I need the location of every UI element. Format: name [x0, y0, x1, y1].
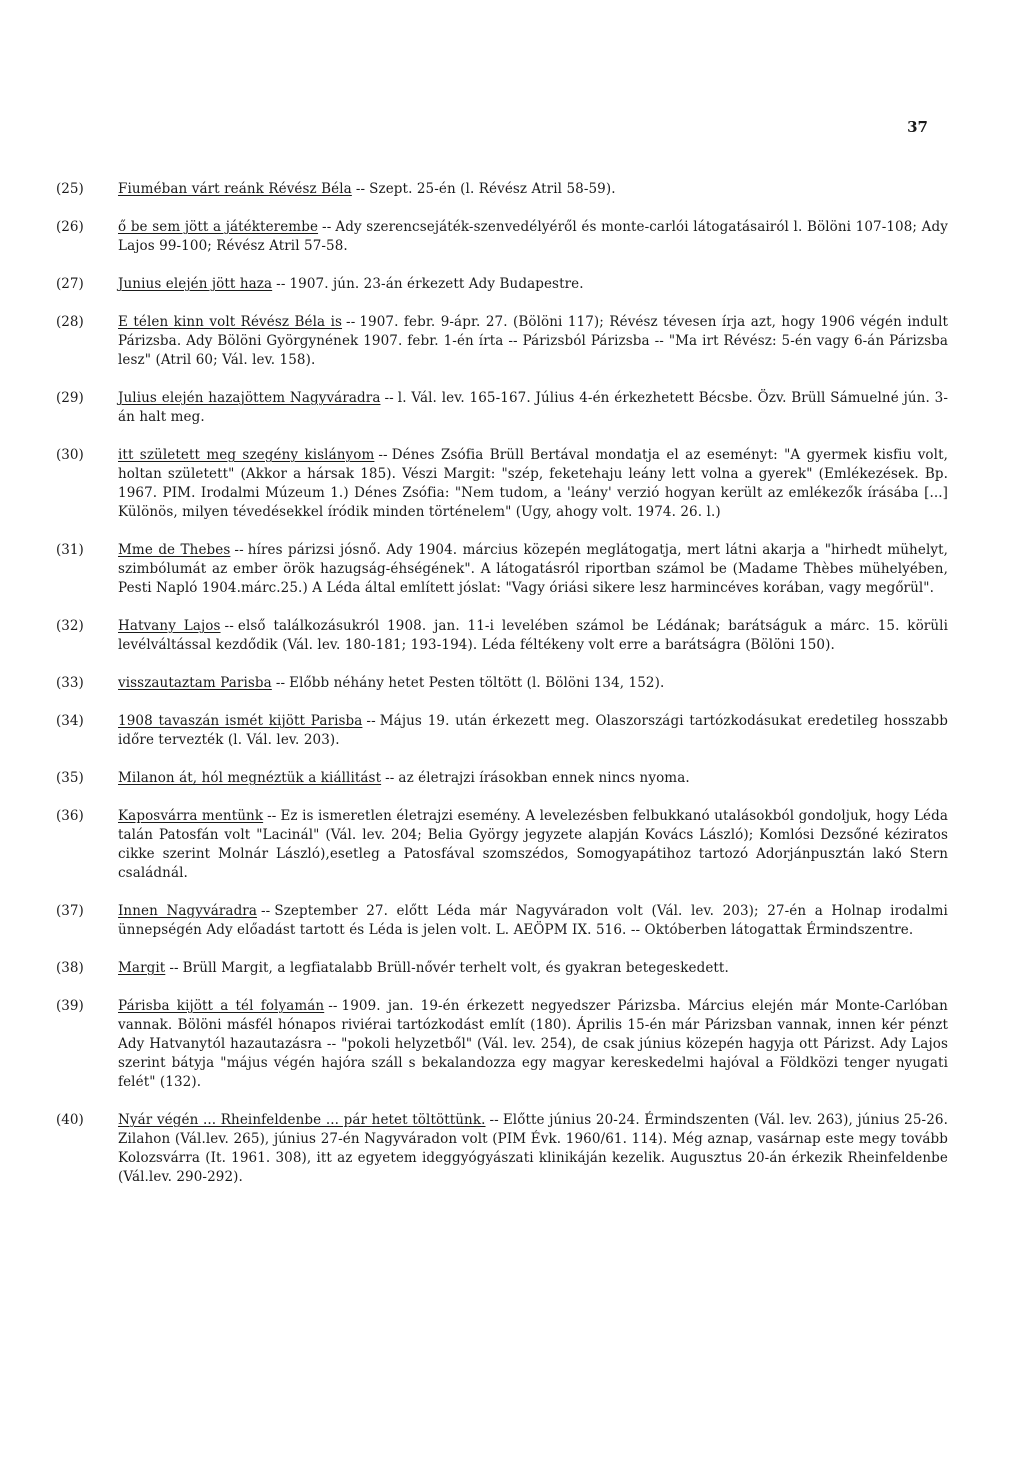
endnote-item [0, 275, 1024, 294]
endnote-body [118, 541, 948, 598]
endnote-lemma: 1908 tavaszán ismét kijött Parisba [118, 713, 363, 729]
endnote-text: l. Vál. lev. 165-167. Július 4-én érkezhetett Bécsbe. Özv. Brüll Sámuelné jún. 3-án halt meg. [118, 390, 948, 425]
endnote-number: (38) [56, 960, 84, 976]
endnote-text: Előbb néhány hetet Pesten töltött (l. Bölöni 134, 152). [289, 675, 665, 691]
endnote-body [118, 959, 948, 978]
endnote-number: (29) [56, 390, 84, 406]
endnote-body [118, 313, 948, 370]
endnote-text: 1907. febr. 9-ápr. 27. (Bölöni 117); Révész tévesen írja azt, hogy 1906 végén indult Párizsba. Ady Bölöni Györgynének 1907. febr. 1-én írta -- Párizsból Párizsba -- "Ma irt Révész: 5-én vagy 6-án Párizsba lesz" (Atril 60; Vál. lev. 158). [118, 314, 949, 368]
endnote-text: Dénes Zsófia Brüll Bertával mondatja el az eseményt: "A gyermek kisfiu volt, holtan született" (Akkor a hársak 185). Vészi Margit: "szép, feketehaju leány lett volna a gyerek" (Emlékezések. Bp. 1967. PIM. Irodalmi Múzeum 1.) Dénes Zsófia: "Nem tudom, a 'leány' verzió hogyan került az emlékezők írásába [...] Különös, milyen tévedésekkel íródik minden történelem" (Ugy, ahogy volt. 1974. 26. l.) [118, 447, 948, 520]
endnote-body [118, 275, 948, 294]
endnote-body [118, 1111, 948, 1187]
endnote-body [118, 807, 948, 883]
endnote-separator: -- [275, 675, 286, 691]
endnote-lemma: visszautaztam Parisba [118, 675, 272, 691]
endnote-number: (32) [56, 618, 84, 634]
endnote-number: (36) [56, 808, 84, 824]
endnote-number: (34) [56, 713, 84, 729]
endnote-lemma: Margit [118, 960, 166, 976]
endnote-text: az életrajzi írásokban ennek nincs nyoma. [398, 770, 690, 786]
endnote-item [0, 541, 1024, 598]
endnote-text: Május 19. után érkezett meg. Olaszországi tartózkodásukat eredetileg hosszabb időre tervezték (l. Vál. lev. 203). [118, 713, 948, 748]
endnote-lemma: Mme de Thebes [118, 542, 231, 558]
endnote-text: első találkozásukról 1908. jan. 11-i levelében számol be Lédának; barátságuk a márc. 15. körüli levélváltással kezdődik (Vál. lev. 180-181; 193-194). Léda féltékeny volt erre a barátságra (Bölöni 150). [118, 618, 948, 653]
endnote-separator: -- [384, 390, 394, 406]
endnote-body [118, 617, 948, 655]
endnote-separator: -- [346, 314, 356, 330]
page-number: 37 [907, 118, 928, 136]
endnote-body [118, 446, 948, 522]
endnote-lemma: Kaposvárra mentünk [118, 808, 264, 824]
endnote-body [118, 712, 948, 750]
endnote-text: Brüll Margit, a legfiatalabb Brüll-nővér terhelt volt, és gyakran betegeskedett. [182, 960, 729, 976]
endnote-lemma: itt született meg szegény kislányom [118, 447, 375, 463]
endnote-body [118, 218, 948, 256]
endnote-number: (37) [56, 903, 84, 919]
endnote-number: (31) [56, 542, 84, 558]
endnote-number: (30) [56, 447, 84, 463]
endnote-lemma: Junius elején jött haza [118, 276, 273, 292]
endnote-lemma: Innen Nagyváradra [118, 903, 258, 919]
endnote-number: (26) [56, 219, 84, 235]
endnote-item [0, 313, 1024, 370]
endnote-separator: -- [322, 219, 332, 235]
endnote-body [118, 997, 948, 1092]
endnote-body [118, 769, 948, 788]
endnote-separator: -- [328, 998, 338, 1014]
endnote-item [0, 617, 1024, 655]
endnote-text: Ady szerencsejáték-szenvedélyéről és monte-carlói látogatásairól l. Bölöni 107-108; Ady Lajos 99-100; Révész Atril 57-58. [118, 219, 948, 254]
endnote-separator: -- [261, 903, 271, 919]
endnote-separator: -- [276, 276, 286, 292]
endnote-number: (28) [56, 314, 84, 330]
endnote-text: 1909. jan. 19-én érkezett negyedszer Párizsba. Március elején már Monte-Carlóban vannak. Bölöni másfél hónapos riviérai tartózkodást említ (180). Április 15-én már Párizsban vannak, innen kér pénzt Ady Hatvanytól hazautazásra -- "pokoli helyzetből" (Vál. lev. 254), de csak június közepén hagyja ott Párizst. Ady Lajos szerint bátyja "május végén hajóra száll s bekalandozza egy magyar kereskedelmi hajóval a Földközi tenger nyugati felét" (132). [118, 998, 948, 1090]
endnote-item [0, 389, 1024, 427]
endnote-lemma: Fiuméban várt reánk Révész Béla [118, 181, 352, 197]
endnote-item [0, 807, 1024, 883]
endnote-text: Szeptember 27. előtt Léda már Nagyváradon volt (Vál. lev. 203); 27-én a Holnap irodalmi ünnepségén Ady előadást tartott és Léda is jelen volt. L. AEÖPM IX. 516. -- Októberben látogattak Érmindszentre. [118, 903, 948, 938]
endnote-body [118, 902, 948, 940]
endnote-separator: -- [489, 1112, 499, 1128]
endnote-item [0, 1111, 1024, 1187]
endnote-separator: -- [267, 808, 277, 824]
endnote-separator: -- [366, 713, 376, 729]
endnote-item [0, 674, 1024, 693]
endnote-number: (33) [56, 675, 84, 691]
endnote-lemma: Hatvany Lajos [118, 618, 221, 634]
endnote-item [0, 769, 1024, 788]
endnote-number: (25) [56, 181, 84, 197]
endnote-separator: -- [234, 542, 244, 558]
endnote-item [0, 712, 1024, 750]
endnote-separator: -- [355, 181, 366, 197]
endnote-lemma: Nyár végén ... Rheinfeldenbe ... pár hetet töltöttünk. [118, 1112, 486, 1128]
endnote-separator: -- [169, 960, 179, 976]
endnote-item [0, 218, 1024, 256]
endnote-item [0, 959, 1024, 978]
endnote-item [0, 180, 1024, 199]
endnote-text: Szept. 25-én (l. Révész Atril 58-59). [369, 181, 616, 197]
endnote-lemma: E télen kinn volt Révész Béla is [118, 314, 343, 330]
endnote-text: 1907. jún. 23-án érkezett Ady Budapestre. [289, 276, 584, 292]
endnote-text: híres párizsi jósnő. Ady 1904. március közepén meglátogatja, mert látni akarja a "hirhedt mühelyt, szimbólumát az ember örök hazugság-éhségének". A látogatásról riportban számol be (Madame Thèbes mühelyében, Pesti Napló 1904.márc.25.) A Léda által említett jóslat: "Vagy óriási sikere lesz harmincéves korában, vagy megőrül". [118, 542, 949, 596]
endnote-text: Előtte június 20-24. Érmindszenten (Vál. lev. 263), június 25-26. Zilahon (Vál.lev. 265), június 27-én Nagyváradon volt (PIM Évk. 1960/61. 114). Még aznap, vasárnap este megy tovább Kolozsvárra (It. 1961. 308), itt az egyetem ideggyógyászati klinikáján kezelik. Augusztus 20-án érkezik Rheinfeldenbe (Vál.lev. 290-292). [118, 1112, 948, 1185]
endnote-item [0, 902, 1024, 940]
endnote-number: (35) [56, 770, 84, 786]
endnote-lemma: Párisba kijött a tél folyamán [118, 998, 325, 1014]
endnote-number: (39) [56, 998, 84, 1014]
endnote-lemma: Julius elején hazajöttem Nagyváradra [118, 390, 381, 406]
endnote-lemma: Milanon át, hól megnéztük a kiállitást [118, 770, 382, 786]
endnote-number: (27) [56, 276, 84, 292]
endnote-separator: -- [224, 618, 234, 634]
endnote-separator: -- [385, 770, 395, 786]
endnote-body [118, 180, 948, 199]
endnote-text: Ez is ismeretlen életrajzi esemény. A levelezésben felbukkanó utalásokból gondoljuk, hogy Léda talán Patosfán volt "Lacinál" (Vál. lev. 204; Belia György jegyzete alapján Kovács László); Komlósi Dezsőné kéziratos cikke szerint Molnár László),esetleg a Patosfával szomszédos, Somogyapátihoz tartozó Adorjánpusztán lakó Stern családnál. [118, 808, 948, 881]
endnote-item [0, 446, 1024, 522]
endnote-body [118, 389, 948, 427]
endnote-body [118, 674, 948, 693]
endnote-separator: -- [378, 447, 388, 463]
endnotes-list [0, 180, 1024, 1206]
endnote-lemma: ő be sem jött a játékterembe [118, 219, 319, 235]
endnote-number: (40) [56, 1112, 84, 1128]
endnote-item [0, 997, 1024, 1092]
